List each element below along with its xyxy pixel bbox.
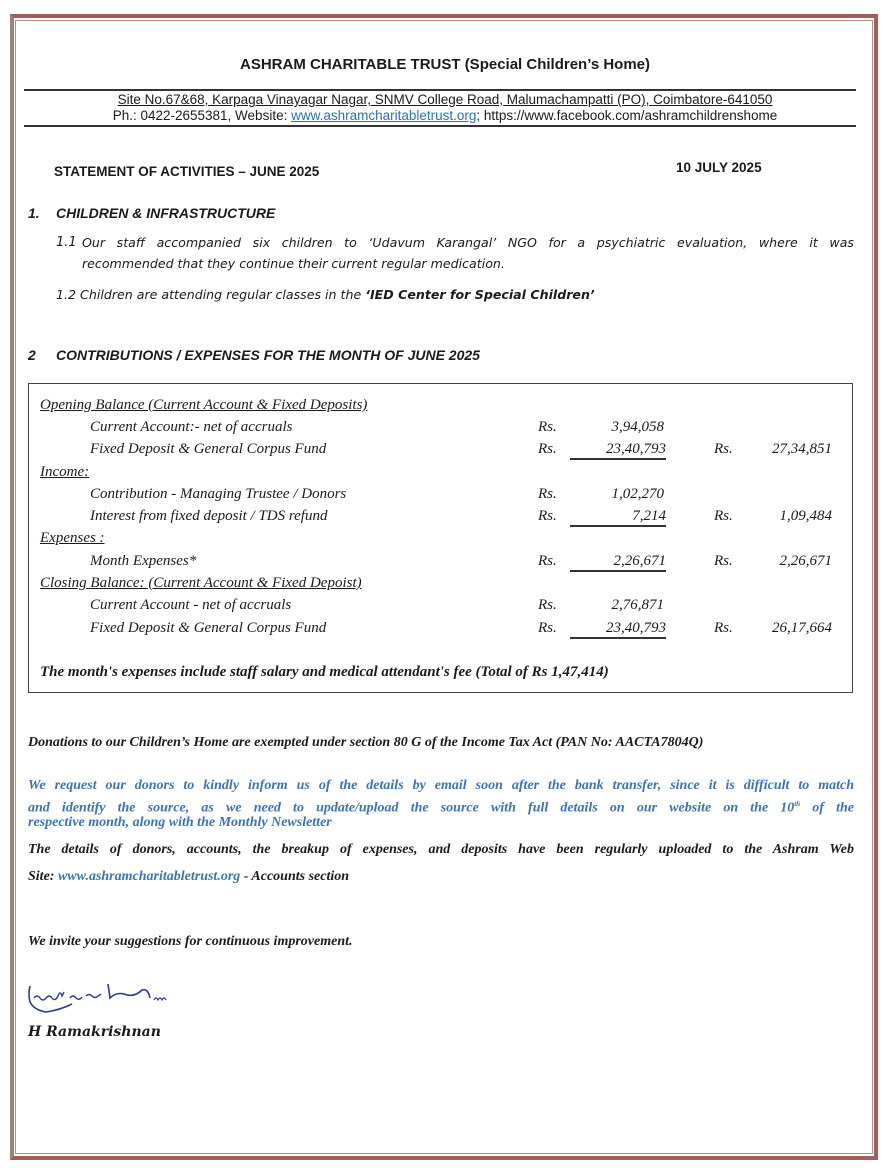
details-website-link[interactable]: www.ashramcharitabletrust.org bbox=[57, 869, 241, 884]
row-amount: 23,40,793 bbox=[570, 441, 666, 460]
currency-label: Rs. bbox=[538, 553, 557, 569]
item-1-2-number: 1.2 bbox=[56, 287, 77, 302]
currency-label: Rs. bbox=[714, 620, 733, 636]
section1-heading: CHILDREN & INFRASTRUCTURE bbox=[56, 205, 276, 221]
row-total: 2,26,671 bbox=[779, 553, 832, 569]
details-line-1: The details of donors, accounts, the breakup of expenses, and deposits have been regularly uploaded to the Ashram Web bbox=[28, 842, 854, 857]
facebook-text: ; https://www.facebook.com/ashramchildrenshome bbox=[476, 108, 778, 123]
item-1-2-bold: ‘IED Center for Special Children’ bbox=[365, 287, 595, 302]
request-line-2a: and identify the source, as we need to update/upload the source with full details on our website on the 10 bbox=[28, 800, 795, 816]
row-amount: 7,214 bbox=[570, 508, 666, 527]
currency-label: Rs. bbox=[538, 441, 557, 457]
row-total: 26,17,664 bbox=[772, 620, 832, 636]
row-amount: 2,76,871 bbox=[611, 597, 664, 613]
header-rule-bottom bbox=[24, 125, 856, 127]
address-line bbox=[0, 92, 890, 107]
row-amount: 2,26,671 bbox=[570, 553, 666, 572]
row-label: Current Account:- net of accruals bbox=[90, 419, 293, 435]
currency-label: Rs. bbox=[714, 508, 733, 524]
item-1-1-number: 1.1 bbox=[56, 235, 77, 250]
row-label: Fixed Deposit & General Corpus Fund bbox=[90, 620, 327, 636]
signature-icon bbox=[24, 980, 184, 1025]
group-heading-income: Income: bbox=[40, 464, 90, 480]
group-heading-closing: Closing Balance: (Current Account & Fixed Depoist) bbox=[40, 575, 362, 591]
details-site-suffix: - Accounts section bbox=[240, 869, 350, 884]
request-line-1: We request our donors to kindly inform us of the details by email soon after the bank transfer, since it is difficult to match bbox=[28, 778, 854, 793]
item-1-2 bbox=[56, 284, 595, 306]
item-1-1-line1: Our staff accompanied six children to ‘Udavum Karangal’ NGO for a psychiatric evaluation, where it was bbox=[82, 235, 854, 250]
request-line-2b: of the bbox=[800, 800, 854, 816]
tax-exemption-note: Donations to our Children’s Home are exempted under section 80 G of the Income Tax Act (PAN No: AACTA7804Q) bbox=[28, 735, 704, 750]
row-label: Current Account - net of accruals bbox=[90, 597, 292, 613]
row-label: Interest from fixed deposit / TDS refund bbox=[90, 508, 328, 524]
request-line-3: respective month, along with the Monthly Newsletter bbox=[28, 815, 332, 830]
currency-label: Rs. bbox=[538, 419, 557, 435]
currency-label: Rs. bbox=[714, 553, 733, 569]
section1-number: 1. bbox=[28, 205, 40, 221]
currency-label: Rs. bbox=[538, 486, 557, 502]
row-label: Contribution - Managing Trustee / Donors bbox=[90, 486, 347, 502]
website-link[interactable]: www.ashramcharitabletrust.org bbox=[291, 108, 477, 123]
currency-label: Rs. bbox=[714, 441, 733, 457]
row-label: Fixed Deposit & General Corpus Fund bbox=[90, 441, 327, 457]
contact-line bbox=[0, 108, 890, 123]
phone-text: Ph.: 0422-2655381, Website: bbox=[112, 108, 292, 123]
row-amount: 1,02,270 bbox=[611, 486, 664, 502]
details-line-2 bbox=[28, 867, 349, 886]
signatory-name: H Ramakrishnan bbox=[28, 1024, 161, 1040]
details-site-prefix: Site: bbox=[28, 869, 58, 884]
expenses-note: The month's expenses include staff salary and medical attendant's fee (Total of Rs 1,47,414) bbox=[40, 664, 609, 680]
section2-number: 2 bbox=[28, 347, 36, 363]
row-amount: 23,40,793 bbox=[570, 620, 666, 639]
statement-date: 10 JULY 2025 bbox=[676, 160, 762, 175]
request-superscript: th bbox=[794, 800, 801, 808]
currency-label: Rs. bbox=[538, 508, 557, 524]
currency-label: Rs. bbox=[538, 597, 557, 613]
address-text: Site No.67&68, Karpaga Vinayagar Nagar, SNMV College Road, Malumachampatti (PO), Coimbatore-641050 bbox=[117, 92, 773, 107]
row-label: Month Expenses* bbox=[90, 553, 197, 569]
currency-label: Rs. bbox=[538, 620, 557, 636]
group-heading-opening: Opening Balance (Current Account & Fixed Deposits) bbox=[40, 397, 368, 413]
item-1-1-line2: recommended that they continue their current regular medication. bbox=[82, 256, 505, 271]
item-1-2-text: Children are attending regular classes in the bbox=[80, 287, 366, 302]
section2-heading: CONTRIBUTIONS / EXPENSES FOR THE MONTH OF JUNE 2025 bbox=[56, 347, 480, 363]
statement-title: STATEMENT OF ACTIVITIES – JUNE 2025 bbox=[54, 164, 320, 179]
group-heading-expenses: Expenses : bbox=[40, 530, 105, 546]
row-amount: 3,94,058 bbox=[611, 419, 664, 435]
org-title: ASHRAM CHARITABLE TRUST (Special Children’s Home) bbox=[239, 56, 651, 73]
invite-suggestions: We invite your suggestions for continuous improvement. bbox=[28, 934, 353, 949]
header-rule-top bbox=[24, 89, 856, 91]
row-total: 1,09,484 bbox=[779, 508, 832, 524]
row-total: 27,34,851 bbox=[772, 441, 832, 457]
